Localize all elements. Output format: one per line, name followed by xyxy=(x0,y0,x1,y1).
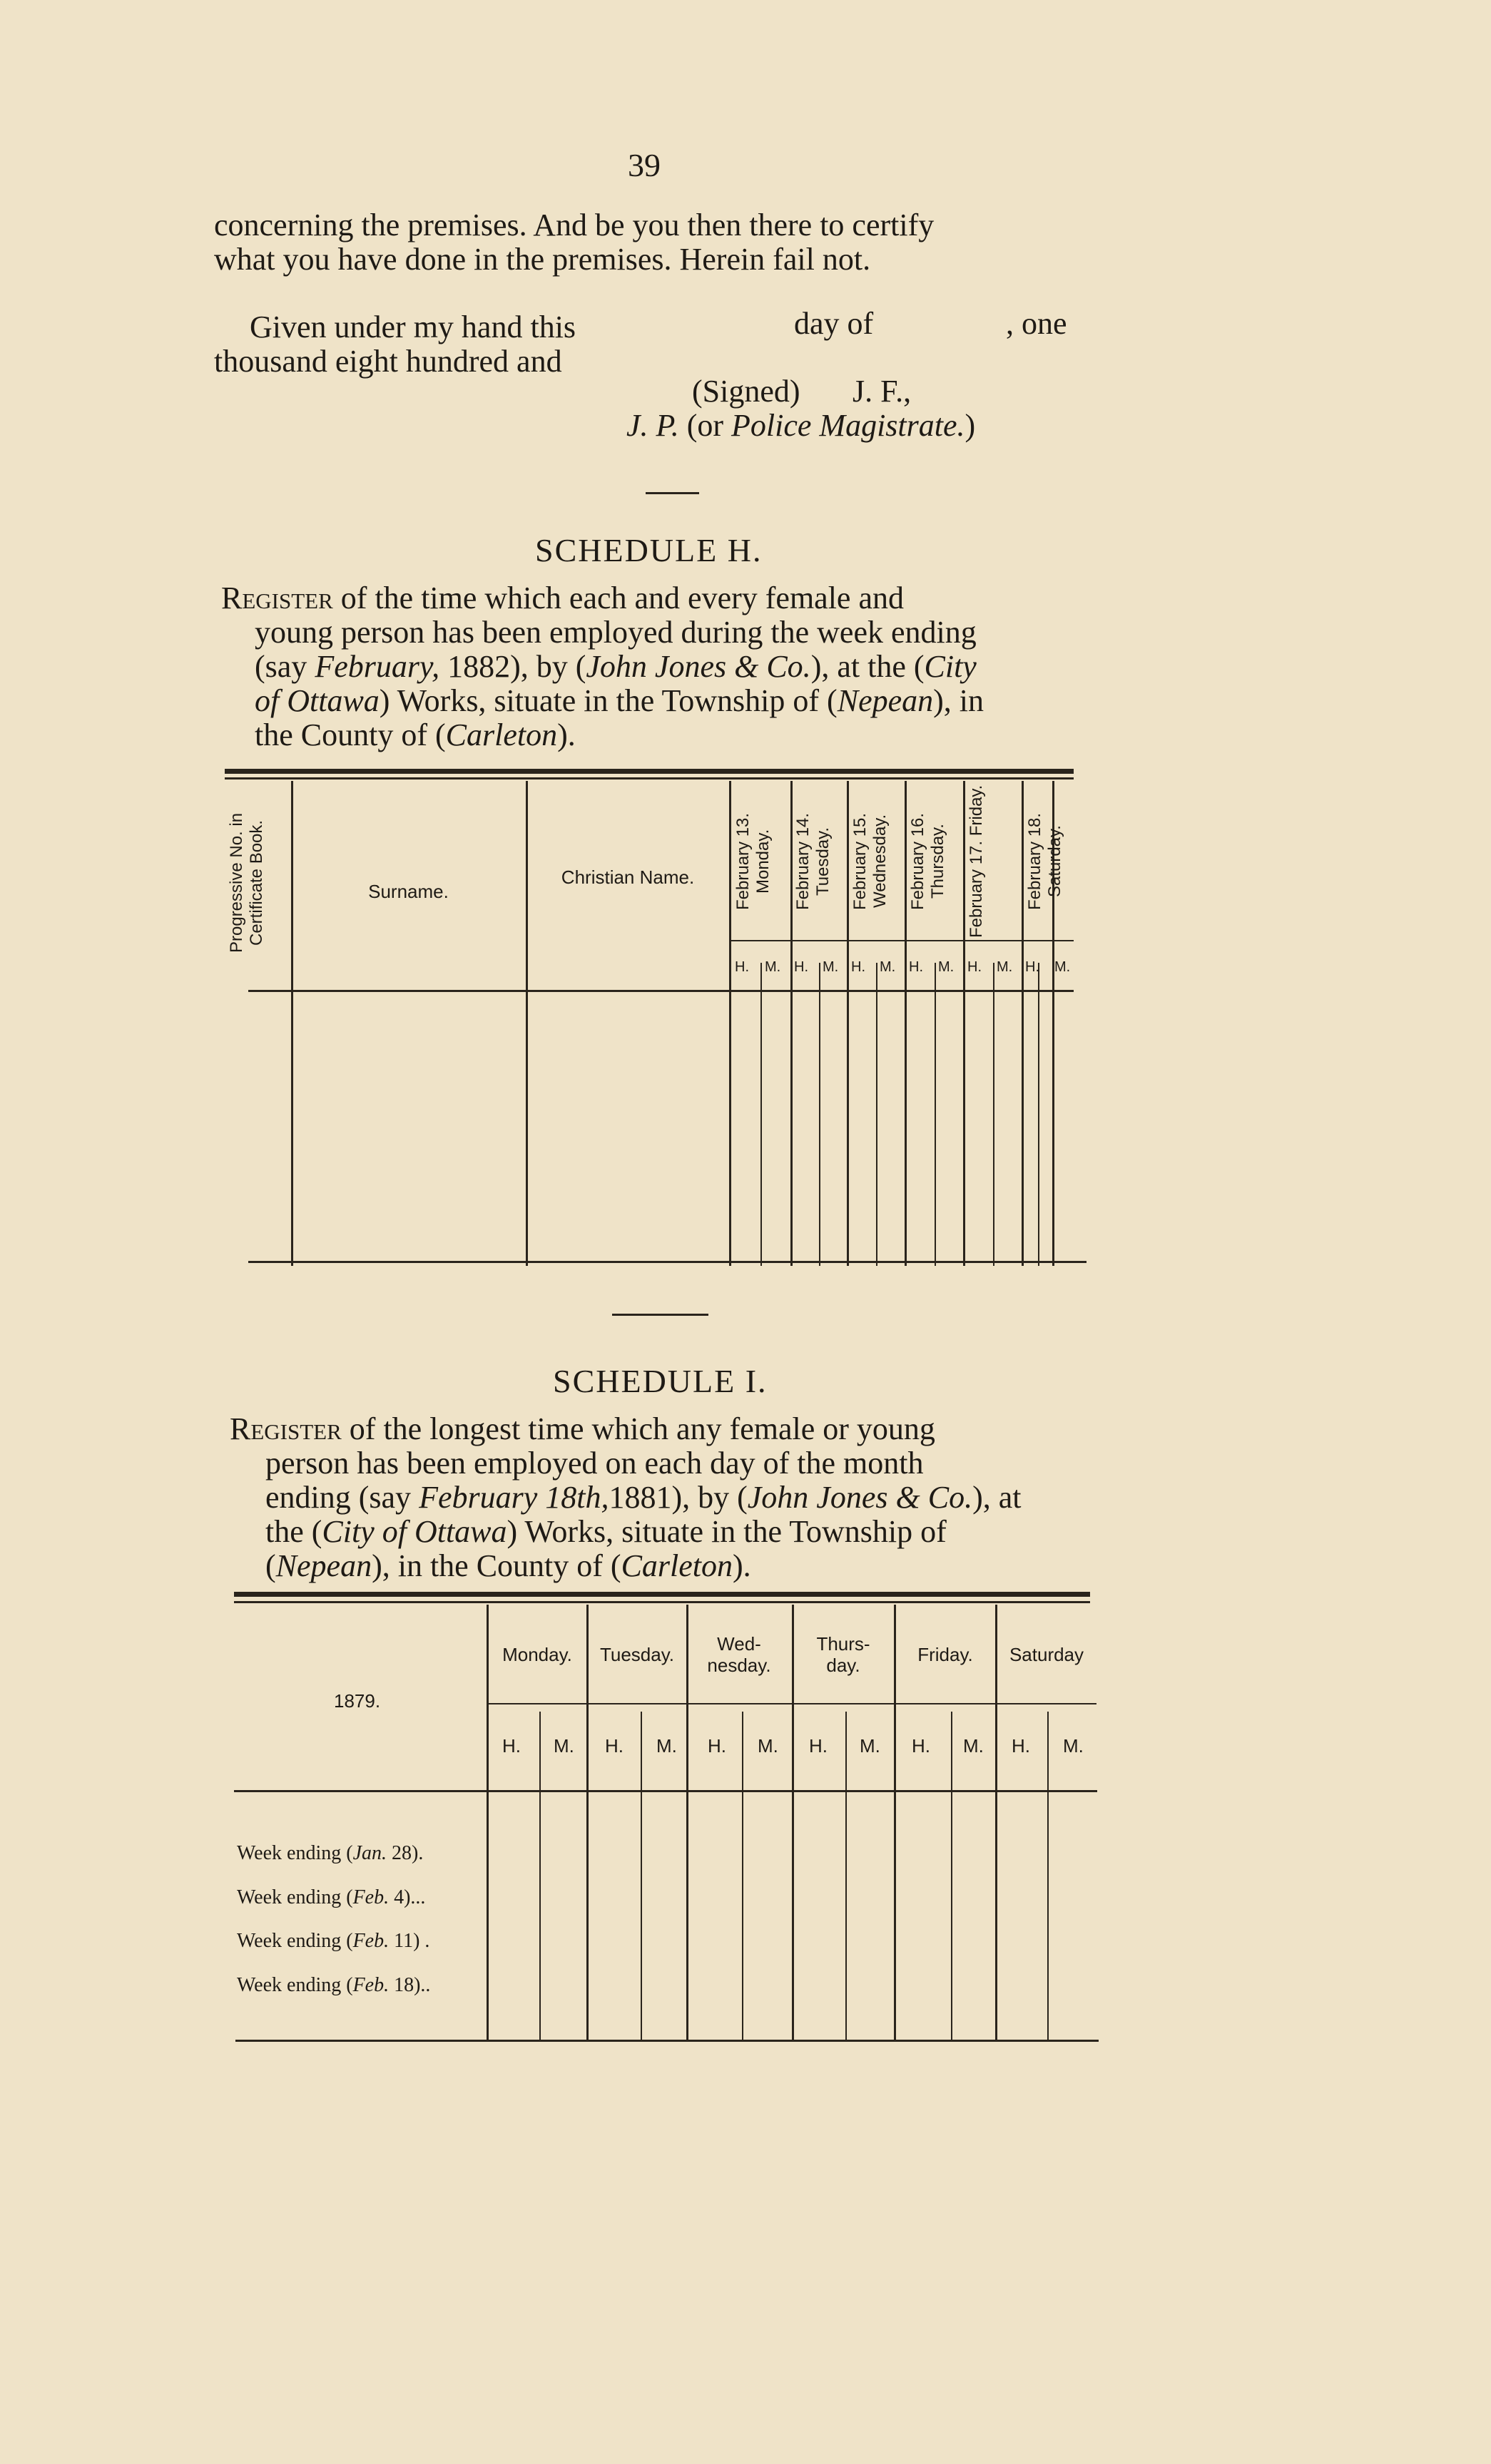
intro-line-1: concerning the premises. And be you then there to certify xyxy=(214,208,935,242)
hm-divider xyxy=(819,963,820,1266)
m-label: M. xyxy=(938,959,955,975)
day-wednesday: Wed- nesday. xyxy=(707,1633,771,1676)
t: 1882), by ( xyxy=(447,649,586,684)
day-header-thursday: February 16. Thursday. xyxy=(908,812,947,910)
h-label: H. xyxy=(502,1735,521,1757)
t: ), at the ( xyxy=(810,649,925,684)
table-row xyxy=(237,1930,429,1953)
col-divider xyxy=(905,781,907,1266)
schedule-i-line-5 xyxy=(265,1549,751,1583)
day-header-tuesday: February 14. Tuesday. xyxy=(793,812,833,910)
col-divider xyxy=(847,781,849,1266)
schedule-h-line-4 xyxy=(255,684,984,718)
h-label: H. xyxy=(708,1735,726,1757)
hm-divider xyxy=(935,963,936,1266)
table-top-rule-2 xyxy=(234,1601,1090,1603)
table-top-rule xyxy=(225,769,1074,774)
t: of the longest time which any female or young xyxy=(349,1411,935,1446)
schedule-h-line-3 xyxy=(255,650,977,684)
h-label: H. xyxy=(605,1735,624,1757)
col-divider xyxy=(526,781,528,1266)
day-header-saturday: February 18. Saturday. xyxy=(1025,812,1064,910)
h-label: H. xyxy=(794,959,808,975)
t: Feb. xyxy=(352,1930,390,1952)
h-label: H. xyxy=(1012,1735,1030,1757)
t: ( xyxy=(265,1548,276,1583)
signed-label: (Signed) xyxy=(692,374,800,409)
hm-divider xyxy=(742,1712,743,2040)
police-magistrate: Police Magistrate. xyxy=(731,408,965,443)
year-label: 1879. xyxy=(334,1690,381,1712)
t: John Jones & Co. xyxy=(586,649,811,684)
t: of Ottawa xyxy=(255,683,380,718)
jp-line xyxy=(626,409,975,443)
h-label: H. xyxy=(1025,959,1039,975)
t: ) Works, situate in the Township of xyxy=(507,1514,947,1549)
table-top-rule-2 xyxy=(225,777,1074,779)
hm-divider xyxy=(1038,963,1039,1266)
hm-divider xyxy=(951,1712,952,2040)
jp: J. P. xyxy=(626,408,679,443)
col-divider xyxy=(792,1605,794,2040)
intro-line-2: what you have done in the premises. Herein fail not. xyxy=(214,242,871,277)
m-label: M. xyxy=(880,959,896,975)
day-friday: Friday. xyxy=(917,1644,973,1665)
t: the ( xyxy=(265,1514,322,1549)
schedule-i-line-3 xyxy=(265,1481,1021,1515)
hm-divider xyxy=(876,963,877,1266)
surname-header: Surname. xyxy=(368,881,449,902)
m-label: M. xyxy=(1054,959,1071,975)
m-label: M. xyxy=(758,1735,778,1757)
register-word: Register xyxy=(230,1411,342,1446)
h-label: H. xyxy=(851,959,865,975)
t: City of Ottawa xyxy=(322,1514,507,1549)
t: 28). xyxy=(387,1842,424,1864)
t: Jan. xyxy=(352,1842,387,1864)
hm-divider xyxy=(539,1712,541,2040)
table-bottom-rule xyxy=(235,2040,1099,2042)
schedule-i-title: SCHEDULE I. xyxy=(553,1363,768,1399)
day-header-friday: February 17. Friday. xyxy=(967,784,986,938)
hm-divider xyxy=(760,963,762,1266)
one: , one xyxy=(1006,306,1067,341)
day-thursday: Thurs- day. xyxy=(816,1633,870,1676)
hm-divider xyxy=(1047,1712,1049,2040)
h-label: H. xyxy=(909,959,923,975)
schedule-i-line-4 xyxy=(265,1515,947,1549)
col-divider xyxy=(963,781,965,1266)
t: 18).. xyxy=(389,1974,431,1996)
day-rule xyxy=(487,1703,1096,1704)
day-saturday: Saturday xyxy=(1009,1644,1084,1665)
thousand-line: thousand eight hundred and xyxy=(214,344,562,379)
m-label: M. xyxy=(765,959,781,975)
table-row xyxy=(237,1974,430,1997)
t: ), in xyxy=(933,683,984,718)
col-divider xyxy=(1022,781,1024,1266)
col-divider xyxy=(790,781,793,1266)
t: ending (say xyxy=(265,1480,412,1515)
page-number: 39 xyxy=(628,147,661,183)
t: Feb. xyxy=(352,1886,390,1908)
hm-rule xyxy=(729,940,1074,941)
t: Week ending ( xyxy=(237,1974,353,1996)
header-bottom-rule xyxy=(234,1790,1097,1792)
close-paren: ) xyxy=(965,408,976,443)
t: 4)... xyxy=(389,1886,426,1908)
schedule-h-title: SCHEDULE H. xyxy=(535,532,763,568)
m-label: M. xyxy=(997,959,1013,975)
schedule-h-text-1: of the time which each and every female and xyxy=(340,581,904,615)
t: ). xyxy=(557,717,576,752)
t: Carleton xyxy=(445,717,558,752)
h-label: H. xyxy=(967,959,982,975)
m-label: M. xyxy=(963,1735,984,1757)
t: John Jones & Co. xyxy=(747,1480,973,1515)
table-row xyxy=(237,1842,423,1865)
t: February, xyxy=(315,649,440,684)
col-divider xyxy=(487,1605,489,2040)
col-divider xyxy=(729,781,731,1266)
t: ) Works, situate in the Township of ( xyxy=(379,683,838,718)
col-divider xyxy=(686,1605,688,2040)
t: (say xyxy=(255,649,307,684)
t: Nepean xyxy=(837,683,934,718)
t: February 18th, xyxy=(419,1480,609,1515)
m-label: M. xyxy=(860,1735,880,1757)
schedule-h-line-1 xyxy=(221,581,904,615)
t: ). xyxy=(733,1548,751,1583)
register-word: Register xyxy=(221,581,333,615)
day-of: day of xyxy=(794,306,874,341)
hm-divider xyxy=(641,1712,642,2040)
divider-dash xyxy=(612,1314,708,1316)
h-label: H. xyxy=(809,1735,828,1757)
t: Week ending ( xyxy=(237,1842,353,1864)
schedule-i-line-1 xyxy=(230,1412,935,1446)
signature-jf: J. F., xyxy=(853,374,912,409)
t: Week ending ( xyxy=(237,1930,353,1952)
day-header-monday: February 13. Monday. xyxy=(733,812,773,910)
m-label: M. xyxy=(823,959,839,975)
col-divider xyxy=(894,1605,896,2040)
t: ), at xyxy=(972,1480,1022,1515)
schedule-h-line-5 xyxy=(255,718,576,752)
hm-divider xyxy=(993,963,994,1266)
m-label: M. xyxy=(554,1735,574,1757)
t: 11) . xyxy=(389,1930,430,1952)
col-divider xyxy=(291,781,293,1266)
progressive-header: Progressive No. in Certificate Book. xyxy=(227,812,266,953)
table-top-rule xyxy=(234,1592,1090,1597)
divider-dash xyxy=(646,492,699,494)
h-label: H. xyxy=(912,1735,930,1757)
hm-divider xyxy=(845,1712,847,2040)
day-header-wednesday: February 15. Wednesday. xyxy=(850,812,890,910)
t: the County of ( xyxy=(255,717,446,752)
t: City xyxy=(924,649,977,684)
h-label: H. xyxy=(735,959,749,975)
col-divider xyxy=(586,1605,589,2040)
schedule-h-line-2: young person has been employed during the week ending xyxy=(255,615,977,650)
t: ), in the County of ( xyxy=(372,1548,621,1583)
schedule-i-line-2: person has been employed on each day of the month xyxy=(265,1446,924,1481)
t: 1881), by ( xyxy=(609,1480,748,1515)
t: Carleton xyxy=(621,1548,733,1583)
header-bottom-rule xyxy=(248,990,1074,992)
day-monday: Monday. xyxy=(502,1644,572,1665)
day-tuesday: Tuesday. xyxy=(599,1644,675,1665)
or-open: (or xyxy=(686,408,724,443)
col-divider xyxy=(995,1605,997,2040)
m-label: M. xyxy=(1063,1735,1084,1757)
m-label: M. xyxy=(656,1735,677,1757)
table-row xyxy=(237,1886,425,1909)
table-bottom-rule xyxy=(248,1261,1087,1263)
t: Feb. xyxy=(352,1974,390,1996)
t: Week ending ( xyxy=(237,1886,353,1908)
christian-header: Christian Name. xyxy=(561,867,695,888)
given-under: Given under my hand this xyxy=(250,310,576,344)
t: Nepean xyxy=(275,1548,372,1583)
